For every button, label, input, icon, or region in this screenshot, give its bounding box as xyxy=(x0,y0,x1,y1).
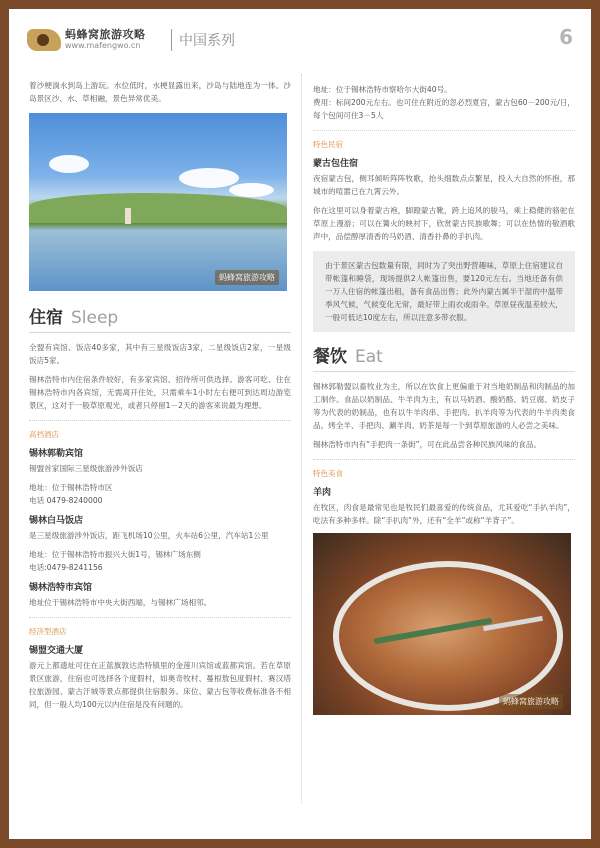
cloud-shape xyxy=(179,168,239,188)
hotel-desc: 是三星级旅游涉外饭店，距飞机场10公里，火车站6公里，汽车站1公里 xyxy=(29,531,269,540)
header-divider xyxy=(171,29,172,51)
hotel-name: 锡林郭勒宾馆 xyxy=(29,449,84,459)
eat-title-zh: 餐饮 xyxy=(313,347,347,367)
yurt-paragraph-1: 夜宿蒙古包，侧耳倾听阵阵牧歌，抬头细数点点繁星，投入大自然的怀抱，那城市的喧嚣已在九霄云外。 xyxy=(313,174,575,196)
hotel-entry xyxy=(29,580,291,609)
hill-shape xyxy=(29,193,287,223)
eat-paragraph-1: 锡林郭勒盟以畜牧业为主，所以在饮食上更偏重于对当地奶制品和肉制品的加工制作。食品以奶制品、牛羊肉为主，有以马奶酒、酸奶酪、奶豆腐、奶皮子等为代表的奶制品，也有以牛羊肉串、手把肉、扒羊肉等为代表的牛羊肉类食品。烤全羊、手把肉、涮羊肉、奶茶是每一个到草原旅游的人必尝之美味。 xyxy=(313,382,575,430)
mutton-photo xyxy=(313,533,571,715)
mafengwo-logo-icon xyxy=(27,29,61,51)
brand-name: 蚂蜂窝旅游攻略 xyxy=(65,28,146,41)
yurt-title: 蒙古包住宿 xyxy=(313,159,359,169)
sleep-section-header xyxy=(29,303,291,333)
hotel-name: 锡盟交通大厦 xyxy=(29,646,84,656)
yurt-paragraph-2: 你在这里可以身着蒙古袍，脚蹬蒙古靴，跨上追风的骏马，乘上稳健的骆驼在草原上漫游；可以在篝火的映衬下，欣赏蒙古民族歌舞；可以在热情的敬酒歌声中，品偿醇厚清香的马奶酒、清香扑鼻的手扒肉。 xyxy=(313,206,575,241)
cloud-shape xyxy=(49,155,89,173)
special-food-tag: 特色美食 xyxy=(313,459,575,479)
special-lodging-tag: 特色民宿 xyxy=(313,130,575,150)
hotel-phone: 电话:0479-8241156 xyxy=(29,563,103,572)
sleep-paragraph-2: 锡林浩特市内住宿条件较好，有多家宾馆、招待所可供选择。游客可吃、住在锡林浩特市内各宾馆，无需离开住处，只需乘车1小时左右便可到达周边游览景区，这对于一般草原观光，或者只停留1－2天的游客来说最为理想。 xyxy=(29,375,291,410)
economy-hotel-tag: 经济型酒店 xyxy=(29,617,291,637)
eat-title-en: Eat xyxy=(355,347,383,367)
hotel-phone: 电话 0479-8240000 xyxy=(29,496,103,505)
hotel-desc: 地址位于锡林浩特市中央大街西端，与锡林广场相邻。 xyxy=(29,598,212,607)
lake-photo xyxy=(29,113,287,291)
hotel-desc: 锡盟首家国际三星级旅游涉外饭店 xyxy=(29,464,143,473)
left-column xyxy=(29,79,291,717)
post-shape xyxy=(125,208,131,224)
brand-url[interactable]: www.mafengwo.cn xyxy=(65,41,141,50)
hotel-address: 地址：位于锡林浩特市振兴大街1号，锡林广场东侧 xyxy=(29,550,201,559)
mutton-desc: 在牧区，肉食是最常见也是牧民们最喜爱的传统食品，尤其爱吃“手扒羊肉”，吃法有多种多样。除“手扒肉”外，还有“全羊”或称“羊背子”。 xyxy=(313,503,575,525)
hotel-name: 锡林白马饭店 xyxy=(29,516,84,526)
column-divider xyxy=(301,74,302,804)
page-number: 6 xyxy=(559,25,573,49)
hotel-fee: 费用：标间200元左右。也可住在附近的忽必烈夏宫，蒙古包60－200元/日，每个包间可住3－5人 xyxy=(313,98,575,120)
page-header xyxy=(9,9,591,61)
plate-shape xyxy=(333,561,563,711)
hotel-address: 地址：位于锡林浩特市察哈尔大街40号。 xyxy=(313,85,452,94)
hotel-name: 锡林浩特市宾馆 xyxy=(29,583,93,593)
cloud-shape xyxy=(229,183,274,197)
hotel-desc: 游元上都遗址可住在正蓝旗敦达浩特镇里的金莲川宾馆或蓝都宾馆。若在草原景区旅游，住宿也可选择各个度假村，如奥奇牧村、蔓根敖包度假村、赛汉塔拉旅游园、蒙古汗城等景点都提供住宿服务。床位、蒙古包等收费标准各不相同，但一般人均100元以内住宿是没有问题的。 xyxy=(29,661,291,709)
hotel-entry xyxy=(29,643,291,711)
sleep-title-zh: 住宿 xyxy=(29,308,63,328)
series-title: 中国系列 xyxy=(179,33,235,49)
photo-watermark: 蚂蜂窝旅游攻略 xyxy=(499,694,563,709)
right-column xyxy=(313,83,575,715)
guide-page xyxy=(9,9,591,839)
sleep-title-en: Sleep xyxy=(71,308,119,328)
mutton-title: 羊肉 xyxy=(313,488,332,498)
photo-watermark: 蚂蜂窝旅游攻略 xyxy=(215,270,279,285)
hotel-entry xyxy=(29,446,291,507)
yurt-tip-box xyxy=(313,251,575,332)
hotel-address: 地址：位于锡林浩特市区 xyxy=(29,483,113,492)
eat-section-header xyxy=(313,342,575,372)
intro-text: 着沙梗淌水到岛上游玩。水位低时，水梗显露出来，沙岛与陆地连为一体。沙岛景区沙、水、草相融，景色异常优美。 xyxy=(29,81,291,103)
sleep-paragraph-1: 全盟有宾馆、饭店40多家，其中有三星级饭店3家，二星级饭店2家，一星级饭店5家。 xyxy=(29,343,291,365)
eat-paragraph-2: 锡林浩特市内有“手把肉一条街”，可在此品尝各种民族风味的食品。 xyxy=(313,440,542,449)
hotel-entry xyxy=(29,513,291,574)
yurt-tip-text: 由于景区蒙古包数量有限，同时为了突出野营趣味，草原上住宿建议自带帐篷和睡袋，现场提供2人帐篷出售，要120元左右。当地还备有供一万人住宿的帐篷出租，备有食品出售；此外内蒙古属半干湿的中温带季风气候，气候变化无常，最好带上雨衣或雨伞。草原昼夜温差较大，一般可低达10度左右，所以注意多带衣服。 xyxy=(325,261,563,322)
high-end-hotel-tag: 高档酒店 xyxy=(29,420,291,440)
